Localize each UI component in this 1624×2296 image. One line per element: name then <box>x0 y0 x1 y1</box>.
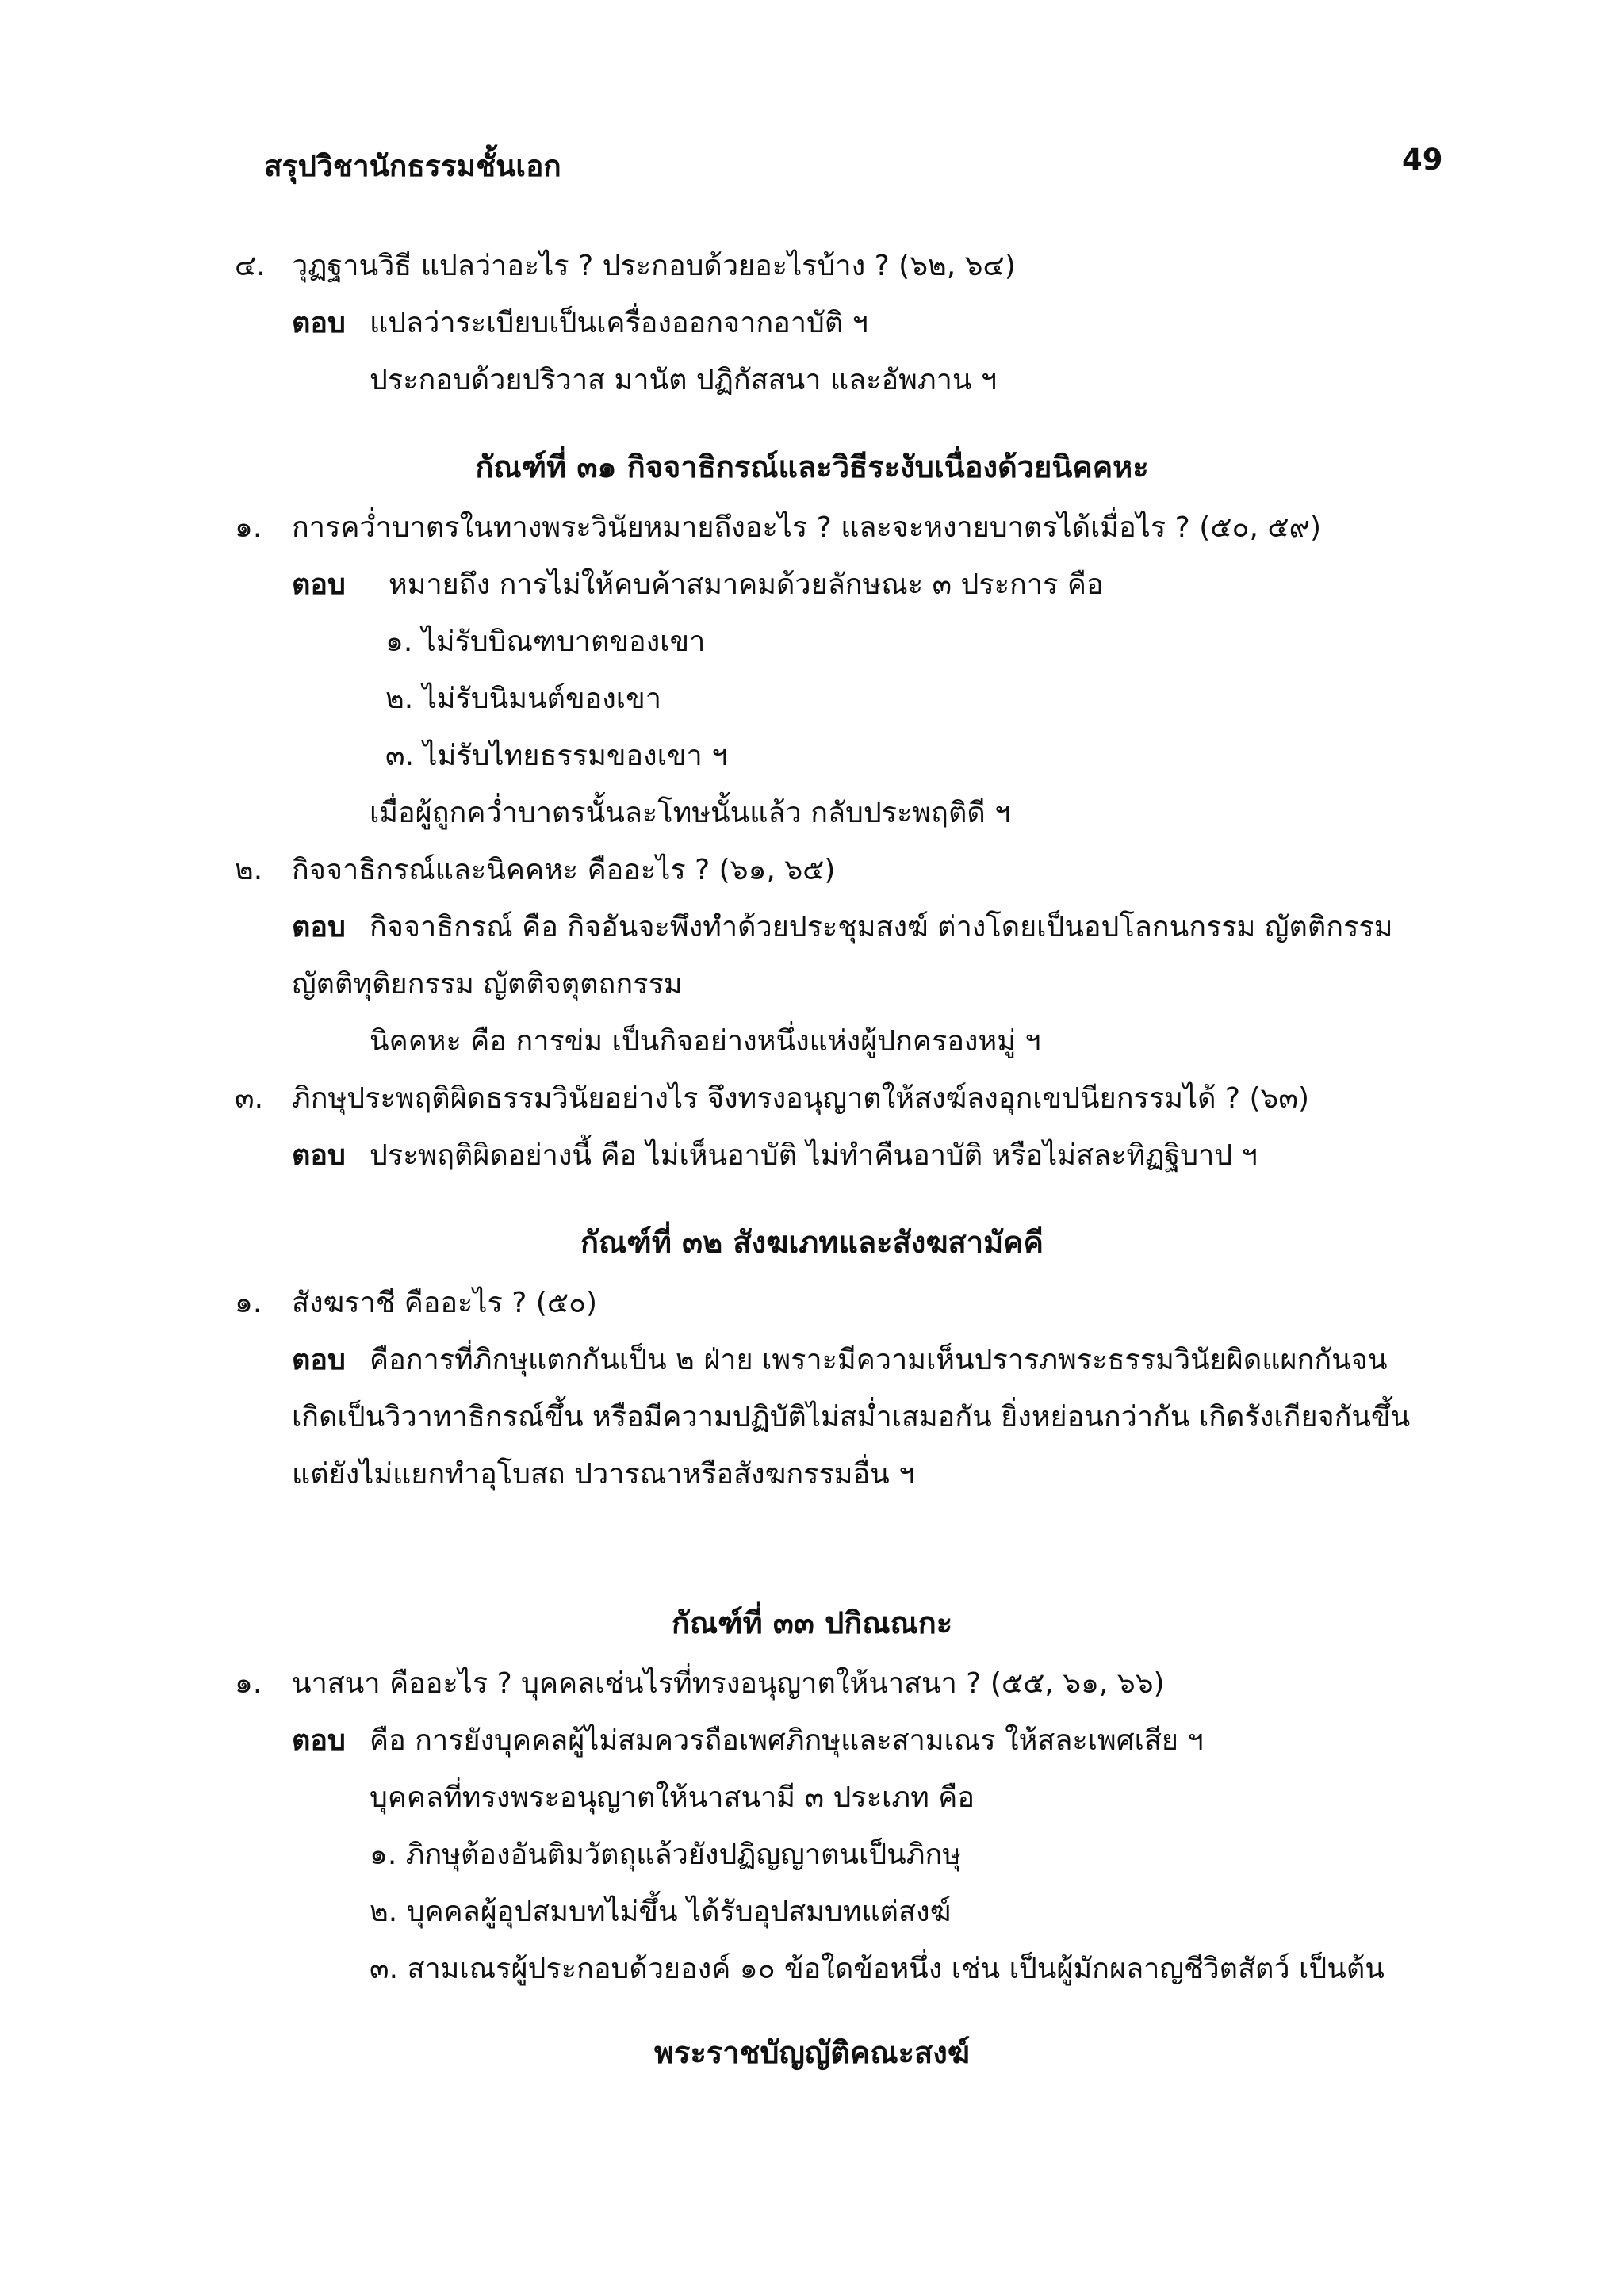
answer-text: บุคคลที่ทรงพระอนุญาตให้นาสนามี ๓ ประเภท คือ <box>370 1781 975 1814</box>
question-number: ๒. <box>235 854 263 886</box>
answer-label: ตอบ <box>292 568 346 601</box>
page-number: 49 <box>1402 143 1443 177</box>
running-header-title: สรุปวิชานักธรรมชั้นเอก <box>264 149 561 183</box>
answer-text: เมื่อผู้ถูกคว่ำบาตรนั้นละโทษนั้นแล้ว กลับประพฤติดี ฯ <box>370 797 1011 829</box>
section-heading: กัณฑ์ที่ ๓๑ กิจจาธิกรณ์และวิธีระงับเนื่องด้วยนิคคหะ <box>475 450 1149 484</box>
question-number: ๑. <box>235 511 262 544</box>
section-heading: พระราชบัญญัติคณะสงฆ์ <box>654 2035 970 2070</box>
answer-label: ตอบ <box>292 1724 346 1757</box>
answer-text: ญัตติทุติยกรรม ญัตติจตุตถกรรม <box>292 968 683 1001</box>
question-number: ๔. <box>235 250 266 282</box>
answer-text: เกิดเป็นวิวาทาธิกรณ์ขึ้น หรือมีความปฏิบัติไม่สม่ำเสมอกัน ยิ่งหย่อนกว่ากัน เกิดรังเกียจกันขึ้น <box>292 1401 1411 1433</box>
question-number: ๑. <box>235 1287 262 1319</box>
question-text: วุฏฐานวิธี แปลว่าอะไร ? ประกอบด้วยอะไรบ้าง ? (๖๒, ๖๔) <box>292 250 1016 282</box>
answer-text: แปลว่าระเบียบเป็นเครื่องออกจากอาบัติ ฯ <box>370 307 868 339</box>
answer-label: ตอบ <box>292 307 346 339</box>
answer-list-item: ๑. ไม่รับบิณฑบาตของเขา <box>385 626 706 658</box>
answer-list-item: ๒. ไม่รับนิมนต์ของเขา <box>385 683 661 715</box>
section-heading: กัณฑ์ที่ ๓๓ ปกิณณกะ <box>671 1605 953 1640</box>
question-text: กิจจาธิกรณ์และนิคคหะ คืออะไร ? (๖๑, ๖๕) <box>292 854 836 886</box>
answer-label: ตอบ <box>292 1139 346 1172</box>
answer-text: กิจจาธิกรณ์ คือ กิจอันจะพึงทำด้วยประชุมสงฆ์ ต่างโดยเป็นอปโลกนกรรม ญัตติกรรม <box>370 911 1393 943</box>
answer-text: ประพฤติผิดอย่างนี้ คือ ไม่เห็นอาบัติ ไม่ทำคืนอาบัติ หรือไม่สละทิฏฐิบาป ฯ <box>370 1139 1258 1172</box>
answer-list-item: ๓. ไม่รับไทยธรรมของเขา ฯ <box>385 740 728 772</box>
answer-label: ตอบ <box>292 911 346 943</box>
answer-text: แต่ยังไม่แยกทำอุโบสถ ปวารณาหรือสังฆกรรมอื่น ฯ <box>292 1458 915 1490</box>
question-text: การคว่ำบาตรในทางพระวินัยหมายถึงอะไร ? และจะหงายบาตรได้เมื่อไร ? (๕๐, ๕๙) <box>292 511 1322 544</box>
question-text: ภิกษุประพฤติผิดธรรมวินัยอย่างไร จึงทรงอนุญาตให้สงฆ์ลงอุกเขปนียกรรมได้ ? (๖๓) <box>292 1082 1309 1115</box>
question-text: สังฆราชี คืออะไร ? (๕๐) <box>292 1287 598 1319</box>
question-number: ๓. <box>235 1082 264 1115</box>
answer-text: คือ การยังบุคคลผู้ไม่สมควรถือเพศภิกษุและสามเณร ให้สละเพศเสีย ฯ <box>370 1724 1204 1757</box>
answer-text: ประกอบด้วยปริวาส มานัต ปฏิกัสสนา และอัพภาน ฯ <box>370 364 998 396</box>
answer-text: หมายถึง การไม่ให้คบค้าสมาคมด้วยลักษณะ ๓ ประการ คือ <box>389 568 1104 601</box>
question-text: นาสนา คืออะไร ? บุคคลเช่นไรที่ทรงอนุญาตให้นาสนา ? (๕๕, ๖๑, ๖๖) <box>292 1667 1165 1700</box>
answer-text: นิคคหะ คือ การข่ม เป็นกิจอย่างหนึ่งแห่งผู้ปกครองหมู่ ฯ <box>370 1025 1041 1058</box>
answer-list-item: ๒. บุคคลผู้อุปสมบทไม่ขึ้น ได้รับอุปสมบทแต่สงฆ์ <box>370 1896 952 1928</box>
section-heading: กัณฑ์ที่ ๓๒ สังฆเภทและสังฆสามัคคี <box>580 1225 1044 1260</box>
answer-list-item: ๑. ภิกษุต้องอันติมวัตถุแล้วยังปฏิญญาตนเป็นภิกษุ <box>370 1839 962 1871</box>
answer-text: คือการที่ภิกษุแตกกันเป็น ๒ ฝ่าย เพราะมีความเห็นปรารภพระธรรมวินัยผิดแผกกันจน <box>370 1344 1388 1376</box>
answer-label: ตอบ <box>292 1344 346 1376</box>
answer-list-item: ๓. สามเณรผู้ประกอบด้วยองค์ ๑๐ ข้อใดข้อหนึ่ง เช่น เป็นผู้มักผลาญชีวิตสัตว์ เป็นต้น <box>370 1953 1385 1985</box>
question-number: ๑. <box>235 1667 262 1700</box>
